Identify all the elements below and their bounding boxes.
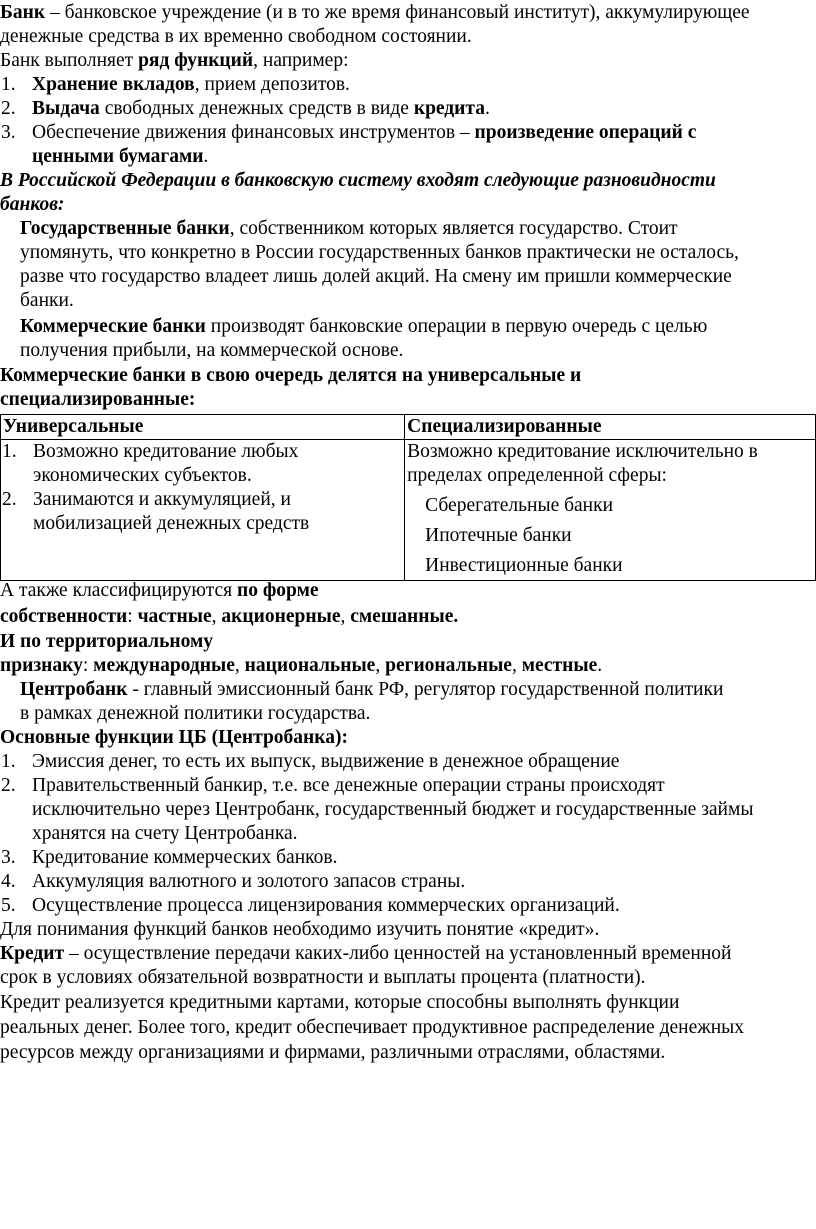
universal-item-1-line-1: Возможно кредитование любых xyxy=(33,441,299,462)
commercial-banks-line-2: получения прибыли, на коммерческой основе. xyxy=(20,340,404,361)
universal-item-1 xyxy=(3,440,404,488)
credit-term: Кредит xyxy=(0,943,65,964)
function-2-bold: Выдача xyxy=(32,98,100,119)
cb-function-5-text: Осуществление процесса лицензирования коммерческих организаций. xyxy=(32,895,620,916)
bank-definition-line-2: денежные средства в их временно свободном состоянии. xyxy=(0,26,472,47)
territory-line-1: И по территориальному xyxy=(0,631,214,652)
division-heading-line-2: специализированные: xyxy=(0,389,196,410)
central-bank-text: - главный эмиссионный банк РФ, регулятор государственной политики xyxy=(127,679,724,700)
credit-definition-line-2: срок в условиях обязательной возвратности и выплаты процента (платности). xyxy=(0,967,646,988)
commercial-banks-line-1 xyxy=(20,315,707,339)
rf-heading-line-1: В Российской Федерации в банковскую систему входят следующие разновидности xyxy=(0,170,716,191)
specialized-text-line-1: Возможно кредитование исключительно в xyxy=(407,441,758,462)
list-number: 2. xyxy=(2,489,17,510)
bank-types-table xyxy=(0,414,816,581)
credit-intro: Для понимания функций банков необходимо изучить понятие «кредит». xyxy=(0,919,600,940)
credit-definition-text: – осуществление передачи каких-либо ценностей на установленный временной xyxy=(64,943,732,964)
ownership-term: собственности xyxy=(0,606,128,627)
rf-heading-line-2: банков: xyxy=(0,194,65,215)
universal-item-2 xyxy=(3,488,404,536)
ownership-joint-stock: акционерные xyxy=(221,606,341,627)
list-number: 1. xyxy=(2,441,17,462)
cb-function-item-2 xyxy=(0,774,665,798)
list-number: 4. xyxy=(1,871,16,892)
bank-definition-text: – банковское учреждение (и в то же время финансовый институт), аккумулирующее xyxy=(45,2,750,23)
territory-local: местные xyxy=(521,655,598,676)
territory-sep-2: , xyxy=(375,655,386,676)
state-banks-line-3: разве что государство владеет лишь долей акций. На смену им пришли коммерческие xyxy=(20,266,732,287)
list-number: 3. xyxy=(1,122,16,143)
cb-function-3-text: Кредитование коммерческих банков. xyxy=(32,847,338,868)
ownership-sep-1: , xyxy=(211,606,222,627)
territory-regional: региональные xyxy=(385,655,512,676)
list-number: 3. xyxy=(1,847,16,868)
state-banks-text: , собственником которых является государство. Стоит xyxy=(229,218,678,239)
territory-end: . xyxy=(597,655,603,676)
ownership-colon: : xyxy=(127,606,138,627)
list-number: 5. xyxy=(1,895,16,916)
territory-national: национальные xyxy=(244,655,376,676)
function-item-2 xyxy=(0,97,490,121)
cb-function-2-text: Правительственный банкир, т.е. все денежные операции страны происходят xyxy=(32,775,665,796)
territory-international: международные xyxy=(93,655,235,676)
state-banks-term: Государственные банки xyxy=(20,218,230,239)
universal-item-2-line-2: мобилизацией денежных средств xyxy=(33,513,310,534)
commercial-banks-text: производят банковские операции в первую очередь с целью xyxy=(205,316,708,337)
function-item-3-cont xyxy=(32,145,208,169)
cb-functions-title: Основные функции ЦБ (Центробанка): xyxy=(0,727,348,748)
functions-intro-bold: ряд функций xyxy=(138,50,254,71)
function-3-bold: произведение операций с xyxy=(474,122,697,143)
function-item-3 xyxy=(0,121,696,145)
function-2-bold-2: кредита xyxy=(413,98,485,119)
specialized-item-mortgage: Ипотечные банки xyxy=(425,525,572,546)
territory-sep-1: , xyxy=(234,655,245,676)
state-banks-line-2: упомянуть, что конкретно в России государственных банков практически не осталось, xyxy=(20,242,739,263)
specialized-text-line-2: пределах определенной сферы: xyxy=(407,465,667,486)
ownership-line-1 xyxy=(0,579,319,603)
cb-function-item-2-line-3: хранятся на счету Центробанка. xyxy=(32,823,298,844)
state-banks-line-1 xyxy=(20,217,678,241)
function-1-bold: Хранение вкладов xyxy=(32,74,195,95)
function-3-pre: Обеспечение движения финансовых инструментов – xyxy=(32,122,475,143)
cb-function-item-3 xyxy=(0,846,337,870)
cb-function-1-text: Эмиссия денег, то есть их выпуск, выдвижение в денежное обращение xyxy=(32,751,620,772)
ownership-sep-2: , xyxy=(340,606,351,627)
central-bank-line-2: в рамках денежной политики государства. xyxy=(20,703,371,724)
cb-function-item-5 xyxy=(0,894,620,918)
cb-function-4-text: Аккумуляция валютного и золотого запасов страны. xyxy=(32,871,466,892)
list-number: 2. xyxy=(1,98,16,119)
central-bank-term: Центробанк xyxy=(20,679,128,700)
ownership-bold: по форме xyxy=(236,580,319,601)
functions-intro xyxy=(0,49,349,73)
universal-item-2-line-1: Занимаются и аккумуляцией, и xyxy=(33,489,291,510)
function-item-1 xyxy=(0,73,350,97)
table-header-universal: Универсальные xyxy=(1,415,405,440)
central-bank-line-1 xyxy=(20,678,723,702)
territory-term: признаку xyxy=(0,655,83,676)
division-heading-line-1: Коммерческие банки в свою очередь делятся на универсальные и xyxy=(0,365,582,386)
table-header-row xyxy=(1,415,816,440)
list-number: 2. xyxy=(1,775,16,796)
function-2-mid: свободных денежных средств в виде xyxy=(99,98,414,119)
cb-function-item-1 xyxy=(0,750,619,774)
list-number: 1. xyxy=(1,751,16,772)
credit-cards-line-2: реальных денег. Более того, кредит обеспечивает продуктивное распределение денежных xyxy=(0,1017,745,1038)
bank-term: Банк xyxy=(0,2,46,23)
specialized-item-investment: Инвестиционные банки xyxy=(425,555,623,576)
territory-sep-3: , xyxy=(511,655,522,676)
bank-definition-line-1 xyxy=(0,1,750,25)
function-3-cont-bold: ценными бумагами xyxy=(32,146,204,167)
table-row xyxy=(1,440,816,581)
universal-cell xyxy=(1,440,405,581)
cb-function-item-4 xyxy=(0,870,465,894)
specialized-cell xyxy=(405,440,816,581)
list-number: 1. xyxy=(1,74,16,95)
function-2-end: . xyxy=(484,98,490,119)
functions-intro-pre: Банк выполняет xyxy=(0,50,139,71)
territory-line-2 xyxy=(0,654,602,678)
commercial-banks-term: Коммерческие банки xyxy=(20,316,206,337)
function-3-cont-end: . xyxy=(203,146,209,167)
credit-cards-line-3: ресурсов между организациями и фирмами, различными отраслями, областями. xyxy=(0,1042,666,1063)
function-1-rest: , прием депозитов. xyxy=(194,74,350,95)
ownership-private: частные xyxy=(137,606,212,627)
table-header-specialized: Специализированные xyxy=(405,415,816,440)
territory-colon: : xyxy=(82,655,94,676)
specialized-item-savings: Сберегательные банки xyxy=(425,495,614,516)
ownership-mixed: смешанные. xyxy=(350,606,459,627)
functions-intro-post: , например: xyxy=(253,50,349,71)
ownership-line-2 xyxy=(0,605,458,629)
cb-function-item-2-line-2: исключительно через Центробанк, государственный бюджет и государственные займы xyxy=(32,799,754,820)
ownership-pre: А также классифицируются xyxy=(0,580,237,601)
state-banks-line-4: банки. xyxy=(20,290,74,311)
universal-item-1-line-2: экономических субъектов. xyxy=(33,465,252,486)
credit-cards-line-1: Кредит реализуется кредитными картами, которые способны выполнять функции xyxy=(0,992,680,1013)
credit-definition-line-1 xyxy=(0,942,731,966)
